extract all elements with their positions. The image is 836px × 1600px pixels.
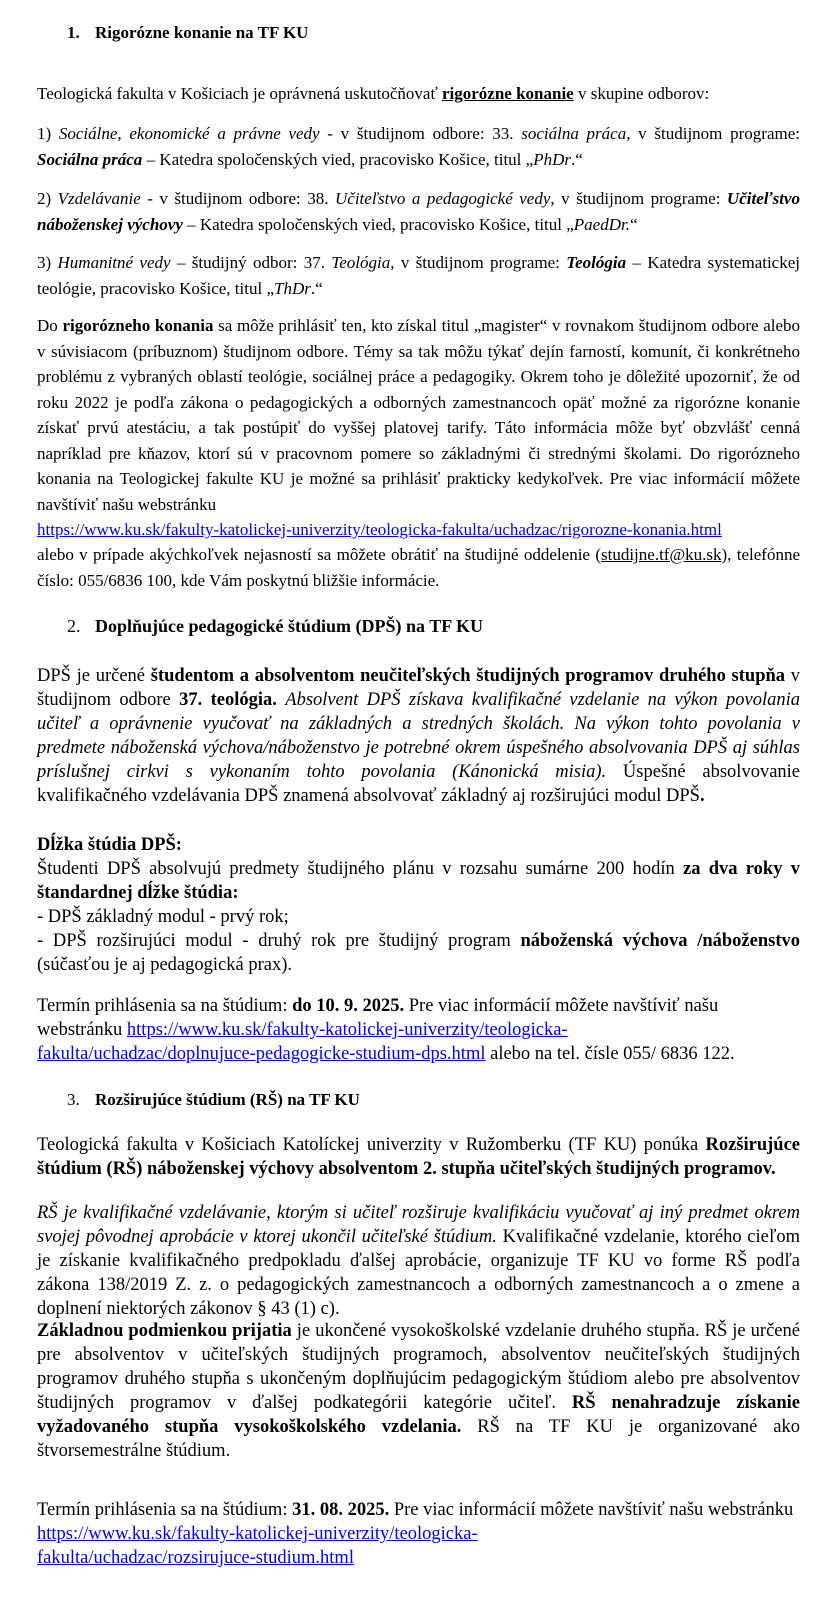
section1-item-2: 2) Vzdelávanie - v študijnom odbore: 38. Učiteľstvo a pedagogické vedy, v študijnom programe: Učiteľstvo náboženskej výchovy – Katedra spoločenských vied, pracovisko Košice, titul „PaedDr.“: [37, 189, 800, 234]
section2-length-title: Dĺžka štúdia DPŠ:: [37, 835, 182, 855]
section3-paragraph-3: Základnou podmienkou prijatia je ukončené vysokoškolské vzdelanie druhého stupňa. RŠ je určené pre absolventov v učiteľských študijných programoch, absolventov neučiteľských študijných programov druhého stupňa s ukončeným doplňujúcim pedagogickým štúdiom alebo pre absolventov študijných programov v ďalšej podkategórii kategórie učiteľ. RŠ nenahradzuje získanie vyžadovaného stupňa vysokoškolského vzdelania. RŠ na TF KU je organizované ako štvorsemestrálne štúdium.: [37, 1321, 800, 1461]
email-link[interactable]: studijne.tf@ku.sk: [600, 545, 722, 564]
section2-list-item-2: - DPŠ rozširujúci modul - druhý rok pre študijný program náboženská výchova /náboženstvo (súčasťou je aj pedagogická prax).: [37, 931, 800, 975]
section3-heading: 3. Rozširujúce štúdium (RŠ) na TF KU: [67, 1090, 360, 1109]
section3-title: Rozširujúce štúdium (RŠ) na TF KU: [95, 1090, 360, 1109]
section3-paragraph-1: Teologická fakulta v Košiciach Katolíckej univerzity v Ružomberku (TF KU) ponúka Rozširujúce štúdium (RŠ) náboženskej výchovy absolventom 2. stupňa učiteľských študijných programov.: [37, 1135, 800, 1179]
rs-link[interactable]: https://www.ku.sk/fakulty-katolickej-univerzity/teologicka-: [37, 1524, 478, 1544]
section1-body: Do rigorózneho konania sa môže prihlásiť ten, kto získal titul „magister“ v rovnakom študijnom odbore alebo v súvisiacom (príbuznom) študijnom odbore. Témy sa tak môžu týkať dejín farností, komunít, či konkrétneho problému z vybraných oblastí teológie, sociálnej práce a pedagogiky. Okrem toho je dôležité upozorniť, že od roku 2022 je podľa zákona o pedagogických a odborných zamestnancoch opäť možné za rigorózne konanie získať prvú atestáciu, a tak postúpiť do vyššej platovej tarify. Táto informácia môže byť obzvlášť cenná napríklad pre kňazov, ktorí sú v pracovnom pomere so základnými či strednými školami. Do rigorózneho konania na Teologickej fakulte KU je možné sa prihlásiť prakticky kedykoľvek. Pre viac informácií môžete navštíviť našu webstránku: [37, 316, 801, 514]
section3-paragraph-2: RŠ je kvalifikačné vzdelávanie, ktorým si učiteľ rozširuje kvalifikáciu vyučovať aj iný predmet okrem svojej pôvodnej aprobácie v ktorej ukončil učiteľské štúdium. Kvalifikačné vzdelanie, ktorého cieľom je získanie kvalifikačného predpokladu ďalšej aprobácie, organizuje TF KU vo forme RŠ podľa zákona 138/2019 Z. z. o pedagogických zamestnancoch a odborných zamestnancoch a o zmene a doplnení niektorých zákonov § 43 (1) c).: [37, 1203, 801, 1319]
section2-length-text: Študenti DPŠ absolvujú predmety študijného plánu v rozsahu sumárne 200 hodín za dva roky v štandardnej dĺžke štúdia:: [37, 859, 800, 903]
dps-link-continued[interactable]: fakulta/uchadzac/doplnujuce-pedagogicke-studium-dps.html: [37, 1044, 486, 1064]
section2-heading: 2. Doplňujúce pedagogické štúdium (DPŠ) na TF KU: [67, 616, 484, 636]
section1-heading: 1. Rigorózne konanie na TF KU: [67, 23, 309, 42]
section3-deadline: Termín prihlásenia sa na štúdium: 31. 08. 2025. Pre viac informácií môžete navštíviť našu webstránku https://www.ku.sk/fakulty-katolickej-univerzity/teologicka- fakulta/uchadzac/rozsirujuce-studium.html: [37, 1500, 794, 1568]
section2-title: Doplňujúce pedagogické štúdium (DPŠ) na TF KU: [95, 616, 484, 636]
section2-list-item-1: - DPŠ základný modul - prvý rok;: [37, 907, 289, 927]
section1-title: Rigorózne konanie na TF KU: [95, 23, 309, 42]
dps-link[interactable]: https://www.ku.sk/fakulty-katolickej-univerzity/teologicka-: [126, 1020, 568, 1040]
rigorozne-konanie-link[interactable]: https://www.ku.sk/fakulty-katolickej-univerzity/teologicka-fakulta/uchadzac/rigorozne-konania.html: [37, 520, 722, 539]
section1-contact: alebo v prípade akýchkoľvek nejasností sa môžete obrátiť na študijné oddelenie (studijne.tf@ku.sk), telefónne číslo: 055/6836 100, kde Vám poskytnú bližšie informácie.: [37, 545, 800, 590]
section2-paragraph: DPŠ je určené študentom a absolventom neučiteľských študijných programov druhého stupňa v študijnom odbore 37. teológia. Absolvent DPŠ získava kvalifikačné vzdelanie na výkon povolania učiteľ a oprávnenie vyučovať na základných a stredných školách. Na výkon tohto povolania v predmete náboženská výchova/náboženstvo je potrebné okrem úspešného absolvovania DPŠ aj súhlas príslušnej cirkvi s vykonaním tohto povolania (Kánonická misia). Úspešné absolvovanie kvalifikačného vzdelávania DPŠ znamená absolvovať základný aj rozširujúci modul DPŠ.: [37, 666, 801, 806]
section1-link-line: [37, 517, 800, 543]
section1-item-3: 3) Humanitné vedy – študijný odbor: 37. Teológia, v študijnom programe: Teológia – Katedra systematickej teológie, pracovisko Košice, titul „ThDr.“: [37, 253, 801, 298]
section1-intro: Teologická fakulta v Košiciach je oprávnená uskutočňovať rigorózne konanie v skupine odborov:: [37, 84, 710, 103]
section1-item-1: 1) Sociálne, ekonomické a právne vedy - v študijnom odbore: 33. sociálna práca, v študijnom programe: Sociálna práca – Katedra spoločenských vied, pracovisko Košice, titul „PhDr.“: [37, 124, 800, 169]
rs-link-continued[interactable]: fakulta/uchadzac/rozsirujuce-studium.html: [37, 1548, 354, 1568]
section2-deadline: Termín prihlásenia sa na štúdium: do 10. 9. 2025. Pre viac informácií môžete navštíviť našu webstránku https://www.ku.sk/fakulty-katolickej-univerzity/teologicka- fakulta/uchadzac/doplnujuce-pedagogicke-studium-dps.html alebo na tel. čísle 055/ 6836 122.: [37, 996, 735, 1064]
